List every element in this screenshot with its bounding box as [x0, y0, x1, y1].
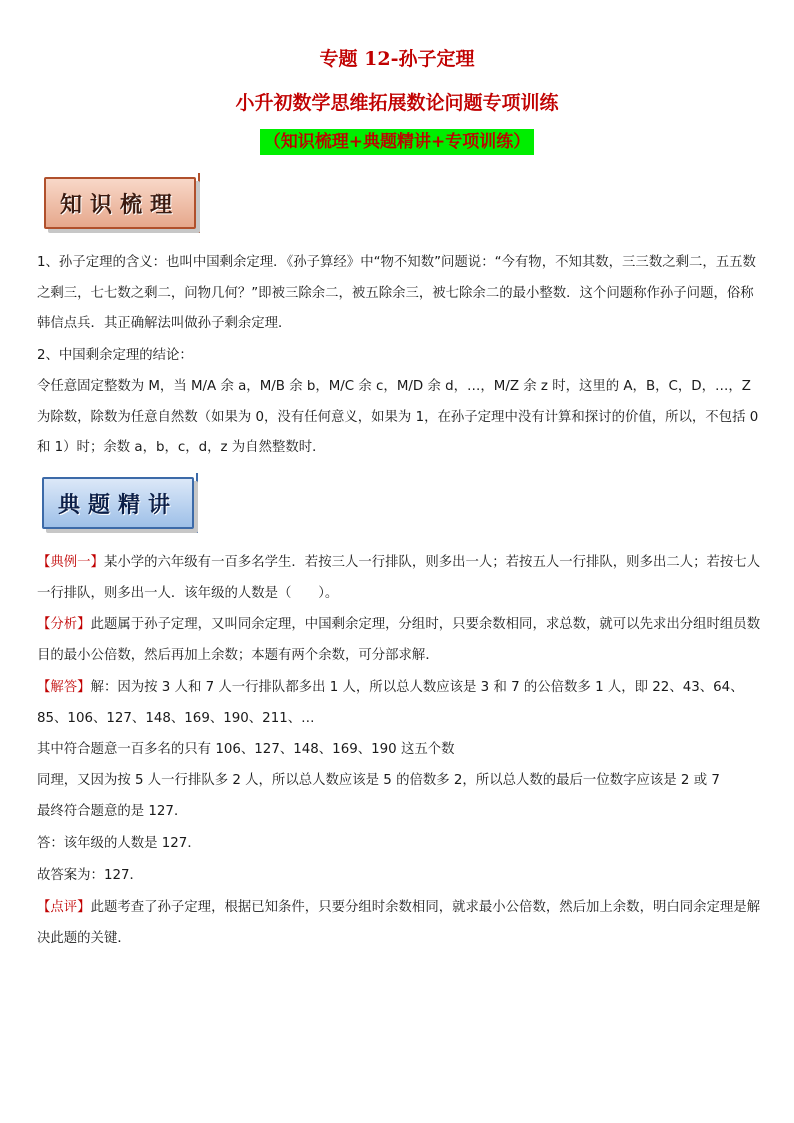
example-label: 【典例一】: [37, 555, 104, 570]
solution-text: 解：因为按 3 人和 7 人一行排队都多出 1 人，所以总人数应该是 3 和 7 的公倍数多 1 人，即 22、43、64、85、106、127、148、169、190、211、…: [37, 680, 744, 726]
example-text: 某小学的六年级有一百多名学生．若按三人一行排队，则多出一人；若按五人一行排队，则多出二人；若按七人一行排队，则多出一人．该年级的人数是（ ）。: [37, 555, 761, 601]
banner-label: 典题精讲: [57, 491, 178, 518]
comment-block: [37, 893, 767, 954]
document-title: 专题 12-孙子定理: [319, 48, 475, 70]
solution-line-b: 同理，又因为按 5 人一行排队多 2 人，所以总人数应该是 5 的倍数多 2，所以总人数的最后一位数字应该是 2 或 7: [37, 773, 720, 788]
analysis-text: 此题属于孙子定理，又叫同余定理，中国剩余定理，分组时，只要余数相同，求总数，就可以先求出分组时组员数目的最小公倍数，然后再加上余数；本题有两个余数，可分部求解．: [37, 617, 761, 663]
solution-line-c: 最终符合题意的是 127．: [37, 804, 188, 819]
analysis-block: [37, 610, 767, 671]
comment-label: 【点评】: [37, 900, 91, 915]
solution-label: 【解答】: [37, 680, 91, 695]
document-tag-wrap: [0, 129, 794, 155]
section-banner-knowledge: [44, 177, 196, 229]
paragraph-conclusion-heading: 2、中国剩余定理的结论：: [37, 348, 193, 363]
paragraph-conclusion: 令任意固定整数为 M，当 M/A 余 a，M/B 余 b，M/C 余 c，M/D 余 d，…，M/Z 余 z 时，这里的 A，B，C，D，…，Z 为除数，除数为任意自然数（如果为 0，没有任何意义，如果为 1，在孙子定理中没有计算和探讨的价值，所以，不包括 0 和 1）时；余数 a，b，c，d，z 为自然整数时．: [37, 379, 759, 455]
paragraph-definition: 1、孙子定理的含义：也叫中国剩余定理．《孙子算经》中“物不知数”问题说：“今有物，不知其数，三三数之剩二，五五数之剩三，七七数之剩二，问物几何？”即被三除余二，被五除余三，被七除余二的最小整数．这个问题称作孙子问题，俗称韩信点兵．其正确解法叫做孙子剩余定理．: [37, 255, 756, 331]
document-subtitle: 小升初数学思维拓展数论问题专项训练: [235, 92, 559, 114]
banner-label: 知识梳理: [59, 191, 180, 218]
answer-line: 答：该年级的人数是 127．: [37, 836, 201, 851]
analysis-label: 【分析】: [37, 617, 91, 632]
section-banner-examples: [42, 477, 194, 529]
solution-line-a: 其中符合题意一百多名的只有 106、127、148、169、190 这五个数: [37, 742, 455, 757]
solution-block: [37, 673, 767, 734]
final-answer-line: 故答案为：127．: [37, 868, 143, 883]
example-block: [37, 548, 767, 609]
comment-text: 此题考查了孙子定理，根据已知条件，只要分组时余数相同，就求最小公倍数，然后加上余数，明白同余定理是解决此题的关键．: [37, 900, 761, 946]
document-tag: （知识梳理+典题精讲+专项训练）: [260, 129, 535, 155]
